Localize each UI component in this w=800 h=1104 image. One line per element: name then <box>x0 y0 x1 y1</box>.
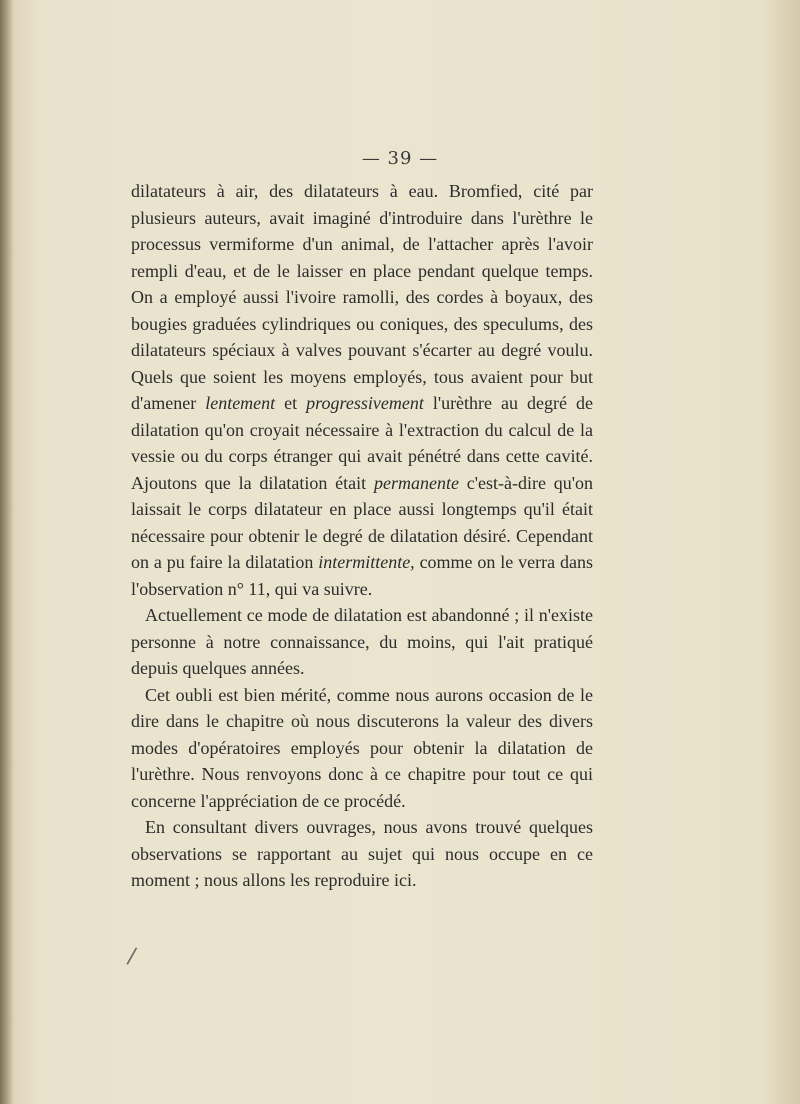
text-run: et <box>275 393 307 413</box>
italic-text: intermittente, <box>318 552 415 572</box>
margin-pencil-mark: / <box>125 943 138 970</box>
paragraph <box>131 602 593 682</box>
text-run: Cet oubli est bien mérité, comme nous aurons occasion de le dire dans le chapitre où nous discuterons la valeur des divers modes d'opératoires employés pour obtenir la dilatation de l'urèthre. Nous renvoyons donc à ce chapitre pour tout ce qui concerne l'appréciation de ce procédé. <box>131 684 593 811</box>
body-text <box>131 178 593 894</box>
italic-text: permanente <box>373 472 459 493</box>
text-run: Actuellement ce mode de dilatation est abandonné ; il n'existe personne à notre connaissance, du moins, qui l'ait pratiqué depuis quelques années. <box>131 605 593 678</box>
paragraph <box>131 682 593 815</box>
text-run: comme on le verra dans l'observation n° 11, qui va suivre. <box>131 552 594 599</box>
italic-text: lentement <box>205 393 276 413</box>
italic-text: progressivement <box>306 393 424 413</box>
text-run: dilatateurs à air, des dilatateurs à eau. Bromfied, cité par plusieurs auteurs, avait imaginé d'introduire dans l'urèthre le processus vermiforme d'un animal, de l'attacher après l'avoir rempli d'eau, et de le laisser en place pendant quelque temps. On a employé aussi l'ivoire ramolli, des cordes à boyaux, des bougies graduées cylindriques ou coniques, des speculums, des dilatateurs spéciaux à valves pouvant s'écarter au degré voulu. Quels que soient les moyens employés, tous avaient pour but d'amener <box>131 181 593 413</box>
text-run: c'est-à-dire qu'on laissait le corps dilatateur en place aussi longtemps qu'il était nécessaire pour obtenir le degré de dilatation désiré. Cependant on a pu faire la dilatation <box>131 472 593 572</box>
text-run: l'urèthre au degré de dilatation qu'on croyait nécessaire à l'extraction du calcul de la vessie ou du corps étranger qui avait pénétré dans cette cavité. Ajoutons que la dilatation était <box>131 393 593 493</box>
text-run: En consultant divers ouvrages, nous avons trouvé quelques observations se rapportant au sujet qui nous occupe en ce moment ; nous allons les reproduire ici. <box>131 817 593 890</box>
page-number: — 39 — <box>361 148 439 169</box>
paragraph <box>131 814 593 894</box>
paragraph <box>131 178 593 602</box>
